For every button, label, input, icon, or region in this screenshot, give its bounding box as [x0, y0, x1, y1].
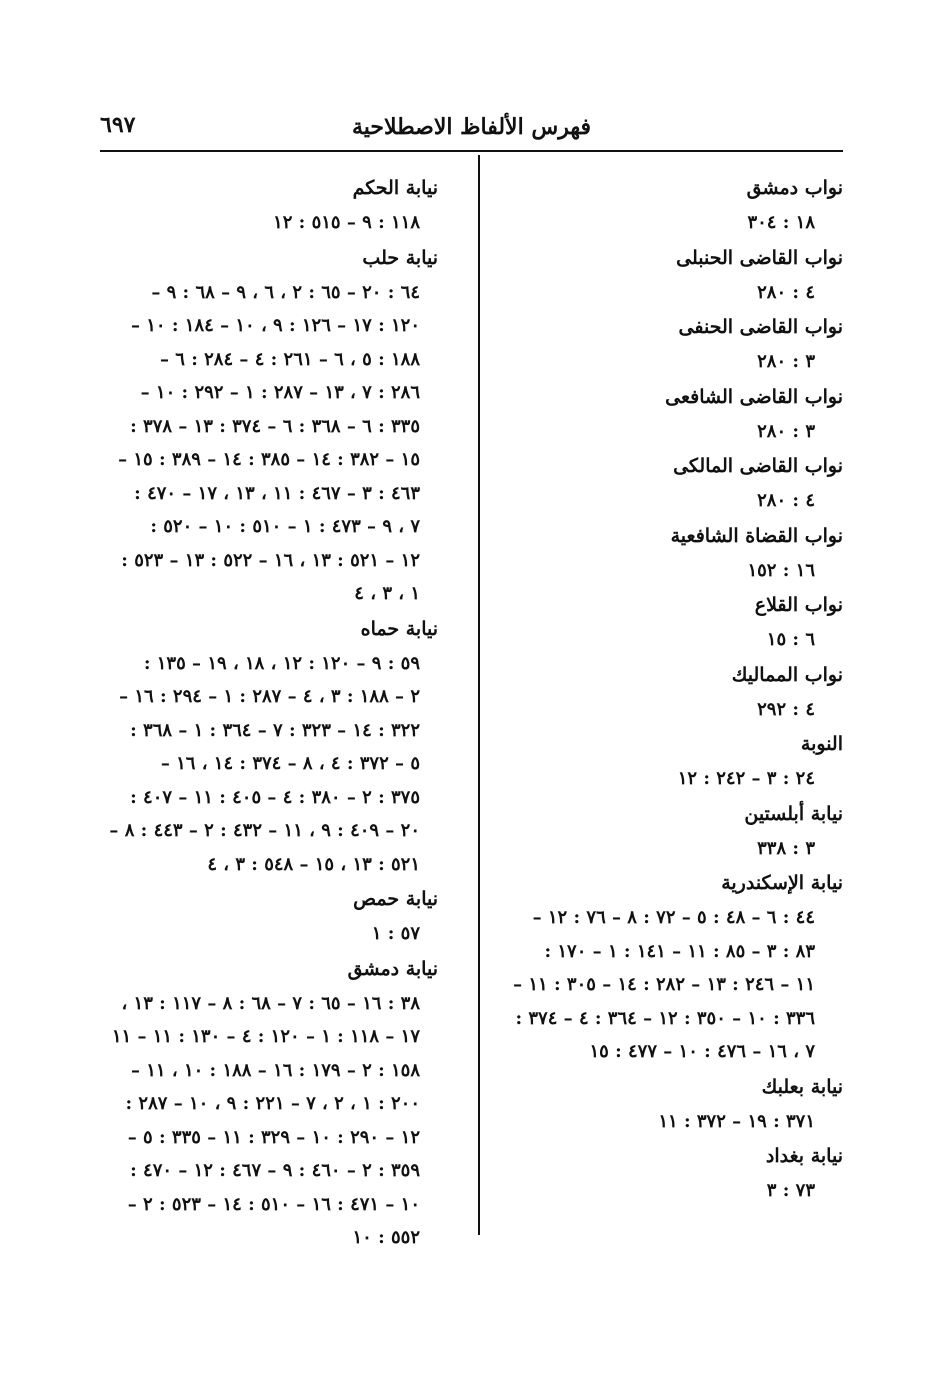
- index-page-refs: ١١ – ٢٤٦ : ١٣ – ٢٨٢ : ١٤ – ٣٠٥ : ١١ –: [513, 974, 815, 995]
- index-entry: [483, 309, 843, 379]
- index-entry: [483, 379, 843, 449]
- index-page-refs: ٦ : ١٥: [766, 629, 815, 650]
- index-page-refs: ٥٧ : ١: [371, 923, 420, 944]
- index-page-refs: ١٥ – ٣٨٢ : ١٤ – ٣٨٥ : ١٤ – ٣٨٩ : ١٥ –: [118, 449, 420, 470]
- index-page-refs: ٤ : ٢٨٠: [757, 490, 815, 511]
- index-column-right: [483, 170, 843, 1208]
- index-term: نيابة الحكم: [352, 177, 438, 199]
- index-page-refs: ٧٣ : ٣: [766, 1180, 815, 1201]
- index-page-refs: ٣٨ : ١٦ – ٦٥ : ٧ – ٦٨ : ٨ – ١١٧ : ١٣ ،: [121, 992, 420, 1014]
- index-page-refs: ٣٥٩ : ٢ – ٤٦٠ : ٩ – ٤٦٧ : ١٢ – ٤٧٠ :: [130, 1160, 420, 1181]
- index-page-refs: ٥٢١ : ١٣ ، ١٥ – ٥٤٨ : ٣ ، ٤: [207, 853, 420, 875]
- index-page-refs: ٣٣٦ : ١٠ – ٣٥٠ : ١٢ – ٣٦٤ : ٤ – ٣٧٤ :: [515, 1007, 815, 1029]
- index-page-refs: ٣٧١ : ١٩ – ٣٧٢ : ١١: [658, 1110, 815, 1132]
- index-page-refs: ٣٢٢ : ١٤ – ٣٢٣ : ٧ – ٣٦٤ : ١ – ٣٦٨ :: [130, 719, 420, 741]
- index-page-refs: ١٨٨ : ٥ ، ٦ – ٢٦١ : ٤ – ٢٨٤ : ٦ –: [159, 348, 420, 370]
- index-page-refs: ٢٠٠ : ١ ، ٢ ، ٧ – ٢٢١ : ٩ ، ١٠ – ٢٨٧ :: [125, 1093, 420, 1114]
- index-term: نيابة حلب: [362, 246, 438, 269]
- header-rule: [100, 150, 843, 152]
- index-term: نيابة بعلبك: [761, 1075, 843, 1098]
- index-page-refs: ١٨ : ٣٠٤: [747, 212, 815, 233]
- index-page-refs: ٤ : ٢٨٠: [757, 281, 815, 303]
- index-page-refs: ٥٥٢ : ١٠: [352, 1227, 420, 1248]
- index-entry: [483, 587, 843, 657]
- index-page-refs: ٦٤ : ٢٠ – ٦٥ : ٢ ، ٦ ، ٩ – ٦٨ : ٩ –: [151, 281, 420, 303]
- index-page-refs: ٥٩ : ٩ – ١٢٠ : ١٢ ، ١٨ ، ١٩ – ١٣٥ :: [143, 652, 420, 674]
- index-page-refs: ١ ، ٣ ، ٤: [354, 583, 420, 604]
- index-entry: [483, 657, 843, 727]
- index-page-refs: ٣٧٥ : ٢ – ٣٨٠ : ٤ – ٤٠٥ : ١١ – ٤٠٧ :: [130, 786, 420, 808]
- index-term: نواب المماليك: [731, 663, 843, 686]
- column-divider: [478, 155, 480, 1235]
- index-term: النوبة: [800, 733, 843, 755]
- index-entry: [483, 726, 843, 796]
- index-term: نيابة حمص: [353, 888, 438, 910]
- index-term: نيابة حماه: [360, 617, 438, 640]
- index-entry: [98, 611, 438, 882]
- index-page-refs: ٧ ، ٩ – ٤٧٣ : ١ – ٥١٠ : ١٠ – ٥٢٠ :: [150, 516, 420, 537]
- index-page-refs: ٢٤ : ٣ – ٢٤٢ : ١٢: [677, 768, 815, 789]
- index-entry: [483, 240, 843, 310]
- index-page-refs: ٧ ، ١٦ – ٤٧٦ : ١٠ – ٤٧٧ : ١٥: [589, 1041, 815, 1062]
- index-term: نواب القاضى المالكى: [673, 455, 843, 477]
- index-term: نواب القاضى الحنبلى: [676, 246, 843, 269]
- index-term: نيابة دمشق: [347, 957, 438, 980]
- index-term: نيابة أبلستين: [744, 802, 843, 825]
- index-entry: [483, 448, 843, 518]
- index-page-refs: ٥ – ٣٧٢ : ٤ ، ٨ – ٣٧٤ : ١٤ ، ١٦ –: [160, 753, 420, 774]
- index-column-left: [98, 170, 438, 1255]
- index-page-refs: ٢ – ١٨٨ : ٣ ، ٤ – ٢٨٧ : ١ – ٢٩٤ : ١٦ –: [119, 686, 420, 707]
- index-term: نواب القضاة الشافعية: [670, 524, 843, 547]
- page-title: فهرس الألفاظ الاصطلاحية: [351, 114, 592, 140]
- index-page-refs: ٣ : ٢٨٠: [757, 351, 815, 372]
- index-page-refs: ١٢٠ : ١٧ – ١٢٦ : ٩ ، ١٠ – ١٨٤ : ١٠ –: [130, 315, 420, 336]
- index-page-refs: ١٠ – ٤٧١ : ١٦ – ٥١٠ : ١٤ – ٥٢٣ : ٢ –: [127, 1193, 420, 1215]
- index-term: نواب القلاع: [754, 594, 843, 616]
- index-term: نيابة الإسكندرية: [721, 872, 843, 894]
- index-term: نواب القاضى الشافعى: [665, 385, 843, 408]
- index-page-refs: ١٧ – ١١٨ : ١ – ١٢٠ : ٤ – ١٣٠ : ١١ – ١١: [111, 1026, 420, 1047]
- page-header: [100, 110, 843, 144]
- index-page-refs: ١٢ – ٢٩٠ : ١٠ – ٣٢٩ : ١١ – ٣٣٥ : ٥ –: [127, 1126, 420, 1148]
- index-entry: [98, 170, 438, 240]
- index-term: نواب دمشق: [746, 177, 843, 199]
- index-entry: [483, 865, 843, 1069]
- index-page-refs: ٣ : ٢٨٠: [757, 420, 815, 442]
- index-page-refs: ٤ : ٢٩٢: [757, 698, 815, 720]
- index-page-refs: ٤٤ : ٦ – ٤٨ : ٥ – ٧٢ : ٨ – ٧٦ : ١٢ –: [532, 907, 815, 928]
- index-entry: [483, 796, 843, 866]
- index-page-refs: ٣٣٥ : ٦ – ٣٦٨ : ٦ – ٣٧٤ : ١٣ – ٣٧٨ :: [130, 415, 420, 437]
- index-page-refs: ١٦ : ١٥٢: [747, 559, 815, 581]
- index-entry: [98, 881, 438, 951]
- index-entry: [483, 1138, 843, 1208]
- index-page-refs: ٨٣ : ٣ – ٨٥ : ١١ – ١٤١ : ١ – ١٧٠ :: [544, 940, 815, 962]
- index-page-refs: ١١٨ : ٩ – ٥١٥ : ١٢: [273, 212, 420, 233]
- index-term: نيابة بغداد: [765, 1145, 843, 1167]
- index-entry: [483, 1069, 843, 1139]
- index-entry: [483, 518, 843, 588]
- index-page-refs: ٢٨٦ : ٧ ، ١٣ – ٢٨٧ : ١ – ٢٩٢ : ١٠ –: [140, 382, 420, 403]
- index-entry: [98, 240, 438, 611]
- page-number: ٦٩٧: [100, 112, 136, 138]
- index-entry: [98, 951, 438, 1255]
- index-entry: [483, 170, 843, 240]
- index-page-refs: ١٢ – ٥٢١ : ١٣ ، ١٦ – ٥٢٢ : ١٣ – ٥٢٣ :: [121, 549, 420, 571]
- index-page-refs: ٣ : ٣٣٨: [757, 837, 815, 859]
- index-page-refs: ٤٦٣ : ٣ – ٤٦٧ : ١١ ، ١٣ ، ١٧ – ٤٧٠ :: [134, 482, 420, 504]
- index-page-refs: ٢٠ – ٤٠٩ : ٩ ، ١١ – ٤٣٢ : ٢ – ٤٤٣ : ٨ –: [109, 820, 420, 841]
- index-term: نواب القاضى الحنفى: [678, 316, 843, 338]
- index-page-refs: ١٥٨ : ٢ – ١٧٩ : ١٦ – ١٨٨ : ١٠ ، ١١ –: [130, 1059, 420, 1081]
